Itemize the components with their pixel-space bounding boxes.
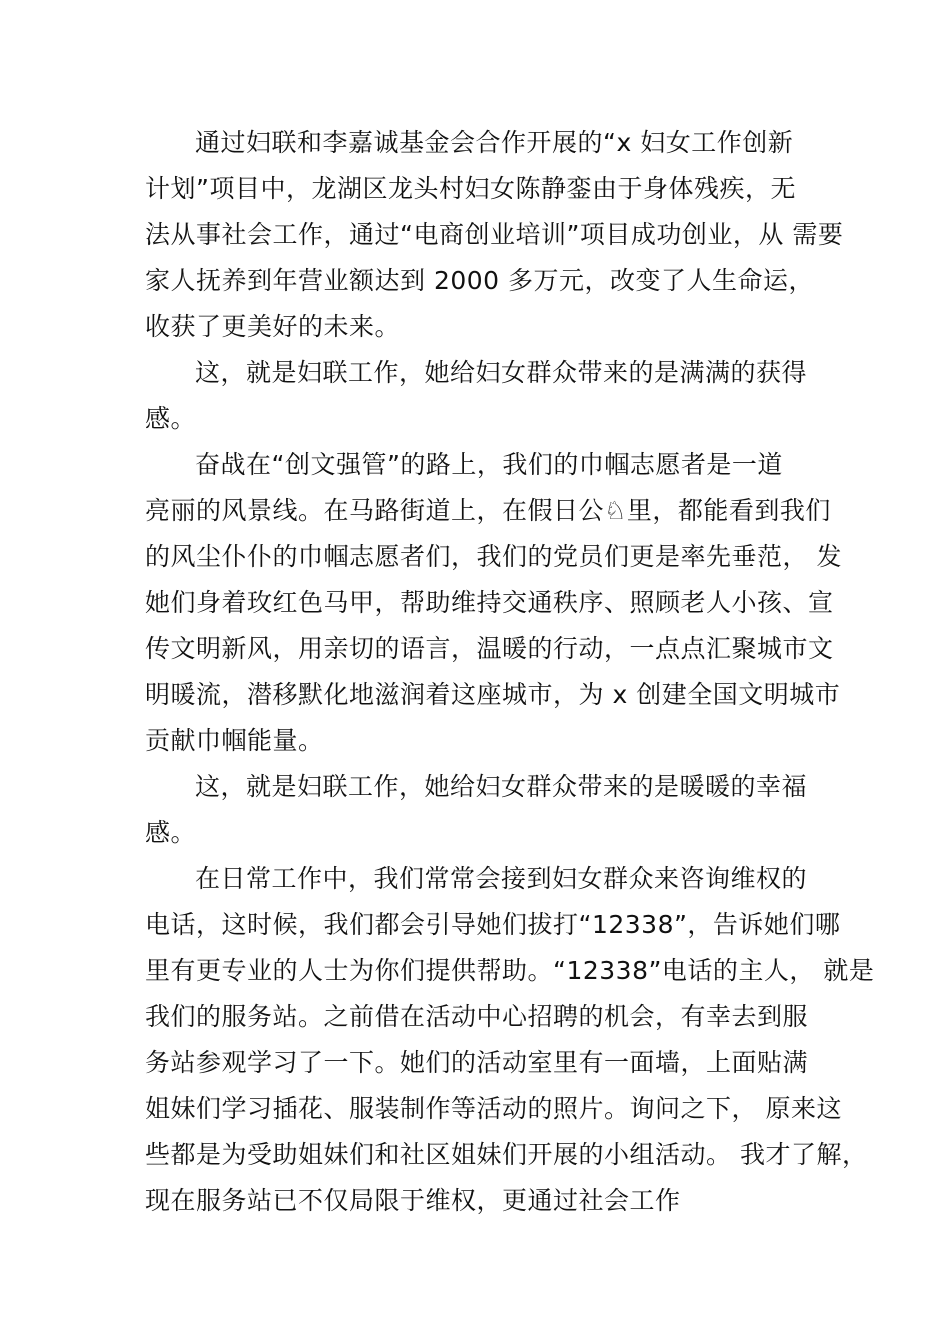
paragraph-line: 这，就是妇联工作，她给妇女群众带来的是暖暖的幸福 xyxy=(195,772,808,801)
paragraph-line: 这，就是妇联工作，她给妇女群众带来的是满满的获得 xyxy=(195,358,808,387)
paragraph-line: 姐妹们学习插花、服装制作等活动的照片。询问之下， 原来这 xyxy=(145,1094,842,1123)
paragraph-line: 家人抚养到年营业额达到 2000 多万元，改变了人生命运， xyxy=(145,266,815,295)
paragraph-line: 明暖流，潜移默化地滋润着这座城市，为 x 创建全国文明城市 xyxy=(145,680,841,709)
paragraph-line: 法从事社会工作，通过“电商创业培训”项目成功创业，从 需要 xyxy=(145,220,844,249)
paragraph-line: 通过妇联和李嘉诚基金会合作开展的“x 妇女工作创新 xyxy=(195,128,794,157)
paragraph-line: 奋战在“创文强管”的路上，我们的巾帼志愿者是一道 xyxy=(195,450,783,479)
body-text xyxy=(145,120,875,1224)
paragraph-line: 感。 xyxy=(145,404,197,433)
paragraph-line: 收获了更美好的未来。 xyxy=(145,312,401,341)
paragraph-line: 些都是为受助姐妹们和社区姐妹们开展的小组活动。 我才了解， xyxy=(145,1140,868,1169)
paragraph-line: 亮丽的风景线。在马路街道上，在假日公♘里，都能看到我们 xyxy=(145,496,831,525)
paragraph-line: 里有更专业的人士为你们提供帮助。“12338”电话的主人， 就是 xyxy=(145,956,875,985)
paragraph-line: 在日常工作中，我们常常会接到妇女群众来咨询维权的 xyxy=(195,864,808,893)
paragraph-line: 务站参观学习了一下。她们的活动室里有一面墙，上面贴满 xyxy=(145,1048,809,1077)
paragraph-line: 传文明新风，用亲切的语言，温暖的行动，一点点汇聚城市文 xyxy=(145,634,834,663)
paragraph-line: 感。 xyxy=(145,818,197,847)
paragraph-line: 我们的服务站。之前借在活动中心招聘的机会，有幸去到服 xyxy=(145,1002,809,1031)
paragraph-line: 的风尘仆仆的巾帼志愿者们，我们的党员们更是率先垂范， 发 xyxy=(145,542,842,571)
paragraph-line: 贡献巾帼能量。 xyxy=(145,726,324,755)
paragraph-line: 现在服务站已不仅局限于维权，更通过社会工作 xyxy=(145,1186,681,1215)
paragraph-line: 计划”项目中，龙湖区龙头村妇女陈静銮由于身体残疾，无 xyxy=(145,174,796,203)
paragraph-line: 她们身着玫红色马甲，帮助维持交通秩序、照顾老人小孩、宣 xyxy=(145,588,834,617)
paragraph-line: 电话，这时候，我们都会引导她们拔打“12338”，告诉她们哪 xyxy=(145,910,841,939)
